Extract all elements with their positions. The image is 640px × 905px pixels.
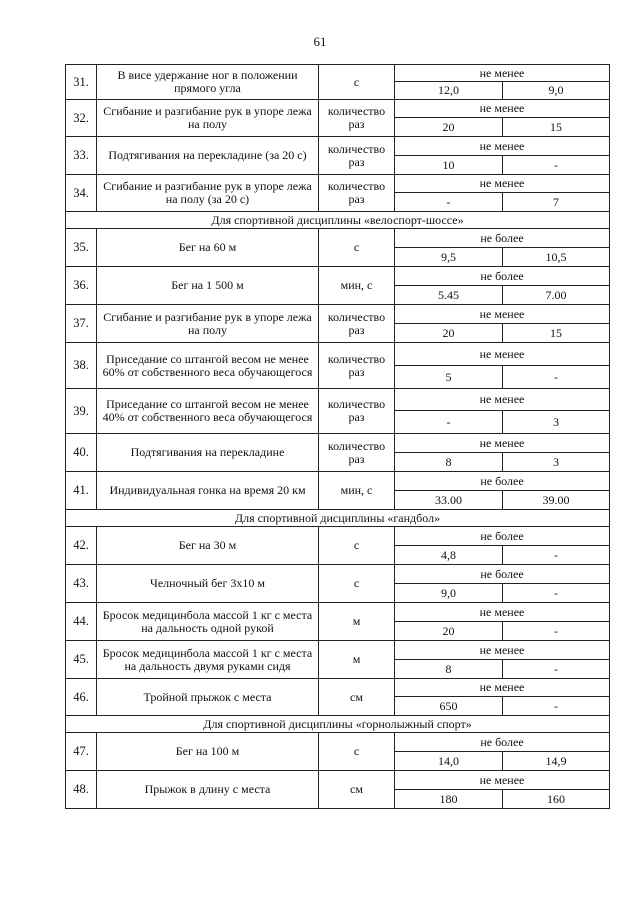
criterion-label: не более: [395, 527, 610, 546]
value-boys: 10: [395, 156, 503, 175]
exercise-name: Бросок медицинбола массой 1 кг с места на дальность одной рукой: [97, 603, 319, 641]
criterion-label: не менее: [395, 175, 610, 193]
unit-of-measure: см: [319, 771, 395, 809]
criterion-label: не более: [395, 733, 610, 752]
value-girls: 9,0: [503, 82, 610, 100]
page-number: 61: [313, 34, 327, 49]
unit-of-measure: м: [319, 641, 395, 679]
value-girls: -: [503, 156, 610, 175]
criterion-label: не менее: [395, 603, 610, 622]
criterion-label: не менее: [395, 641, 610, 660]
criterion-label: не менее: [395, 771, 610, 790]
unit-of-measure: количество раз: [319, 137, 395, 175]
exercise-name: Бег на 60 м: [97, 229, 319, 267]
exercise-name: Сгибание и разгибание рук в упоре лежа на полу (за 20 с): [97, 175, 319, 212]
criterion-label: не менее: [395, 305, 610, 324]
criterion-label: не менее: [395, 343, 610, 366]
row-number: 44.: [66, 603, 97, 641]
value-girls: 14,9: [503, 752, 610, 771]
standards-table: [65, 64, 610, 809]
table-row: [66, 733, 610, 752]
exercise-name: Сгибание и разгибание рук в упоре лежа на полу: [97, 305, 319, 343]
table-row: [66, 343, 610, 366]
value-girls: -: [503, 584, 610, 603]
row-number: 36.: [66, 267, 97, 305]
value-boys: 650: [395, 697, 503, 716]
value-boys: 180: [395, 790, 503, 809]
row-number: 39.: [66, 389, 97, 434]
row-number: 32.: [66, 100, 97, 137]
value-boys: 20: [395, 622, 503, 641]
unit-of-measure: мин, с: [319, 267, 395, 305]
row-number: 42.: [66, 527, 97, 565]
criterion-label: не менее: [395, 679, 610, 697]
value-girls: -: [503, 622, 610, 641]
criterion-label: не более: [395, 472, 610, 491]
value-boys: 33.00: [395, 491, 503, 510]
unit-of-measure: количество раз: [319, 100, 395, 137]
value-girls: -: [503, 546, 610, 565]
exercise-name: Приседание со штангой весом не менее 40% от собственного веса обучающегося: [97, 389, 319, 434]
row-number: 48.: [66, 771, 97, 809]
value-girls: 3: [503, 453, 610, 472]
table-row: [66, 229, 610, 248]
unit-of-measure: количество раз: [319, 343, 395, 389]
unit-of-measure: количество раз: [319, 175, 395, 212]
criterion-label: не менее: [395, 65, 610, 82]
table-row: [66, 267, 610, 286]
table-row: [66, 100, 610, 118]
row-number: 40.: [66, 434, 97, 472]
criterion-label: не менее: [395, 389, 610, 411]
value-girls: -: [503, 366, 610, 389]
table-row: [66, 305, 610, 324]
row-number: 34.: [66, 175, 97, 212]
standards-table-body: [66, 65, 610, 809]
row-number: 47.: [66, 733, 97, 771]
value-boys: -: [395, 411, 503, 434]
value-girls: 15: [503, 118, 610, 137]
unit-of-measure: количество раз: [319, 305, 395, 343]
value-girls: -: [503, 660, 610, 679]
unit-of-measure: с: [319, 65, 395, 100]
value-boys: 8: [395, 453, 503, 472]
exercise-name: Прыжок в длину с места: [97, 771, 319, 809]
value-girls: 3: [503, 411, 610, 434]
criterion-label: не более: [395, 267, 610, 286]
unit-of-measure: мин, с: [319, 472, 395, 510]
section-row: [66, 510, 610, 527]
exercise-name: В висе удержание ног в положении прямого угла: [97, 65, 319, 100]
exercise-name: Сгибание и разгибание рук в упоре лежа на полу: [97, 100, 319, 137]
value-boys: 20: [395, 324, 503, 343]
exercise-name: Тройной прыжок с места: [97, 679, 319, 716]
value-girls: 15: [503, 324, 610, 343]
exercise-name: Приседание со штангой весом не менее 60% от собственного веса обучающегося: [97, 343, 319, 389]
row-number: 33.: [66, 137, 97, 175]
exercise-name: Бросок медицинбола массой 1 кг с места на дальность двумя руками сидя: [97, 641, 319, 679]
row-number: 43.: [66, 565, 97, 603]
value-boys: 5: [395, 366, 503, 389]
value-girls: 10,5: [503, 248, 610, 267]
row-number: 31.: [66, 65, 97, 100]
section-title: Для спортивной дисциплины «горнолыжный спорт»: [66, 716, 610, 733]
exercise-name: Челночный бег 3x10 м: [97, 565, 319, 603]
value-girls: 39.00: [503, 491, 610, 510]
unit-of-measure: с: [319, 733, 395, 771]
table-row: [66, 679, 610, 697]
value-boys: -: [395, 193, 503, 212]
table-row: [66, 175, 610, 193]
section-title: Для спортивной дисциплины «гандбол»: [66, 510, 610, 527]
table-row: [66, 434, 610, 453]
criterion-label: не более: [395, 229, 610, 248]
value-girls: 160: [503, 790, 610, 809]
value-girls: 7.00: [503, 286, 610, 305]
exercise-name: Индивидуальная гонка на время 20 км: [97, 472, 319, 510]
table-row: [66, 641, 610, 660]
exercise-name: Подтягивания на перекладине: [97, 434, 319, 472]
unit-of-measure: количество раз: [319, 389, 395, 434]
unit-of-measure: с: [319, 229, 395, 267]
table-row: [66, 65, 610, 82]
row-number: 46.: [66, 679, 97, 716]
unit-of-measure: с: [319, 565, 395, 603]
row-number: 38.: [66, 343, 97, 389]
value-boys: 12,0: [395, 82, 503, 100]
section-row: [66, 212, 610, 229]
table-row: [66, 137, 610, 156]
value-girls: 7: [503, 193, 610, 212]
table-row: [66, 527, 610, 546]
value-boys: 5.45: [395, 286, 503, 305]
table-row: [66, 565, 610, 584]
table-row: [66, 771, 610, 790]
table-row: [66, 389, 610, 411]
exercise-name: Подтягивания на перекладине (за 20 с): [97, 137, 319, 175]
section-row: [66, 716, 610, 733]
criterion-label: не менее: [395, 434, 610, 453]
row-number: 37.: [66, 305, 97, 343]
unit-of-measure: с: [319, 527, 395, 565]
value-boys: 9,0: [395, 584, 503, 603]
exercise-name: Бег на 1 500 м: [97, 267, 319, 305]
table-row: [66, 603, 610, 622]
value-boys: 8: [395, 660, 503, 679]
criterion-label: не менее: [395, 137, 610, 156]
row-number: 41.: [66, 472, 97, 510]
criterion-label: не менее: [395, 100, 610, 118]
row-number: 35.: [66, 229, 97, 267]
value-boys: 9,5: [395, 248, 503, 267]
exercise-name: Бег на 30 м: [97, 527, 319, 565]
criterion-label: не более: [395, 565, 610, 584]
value-girls: -: [503, 697, 610, 716]
row-number: 45.: [66, 641, 97, 679]
value-boys: 20: [395, 118, 503, 137]
exercise-name: Бег на 100 м: [97, 733, 319, 771]
value-boys: 4,8: [395, 546, 503, 565]
section-title: Для спортивной дисциплины «велоспорт-шоссе»: [66, 212, 610, 229]
table-row: [66, 472, 610, 491]
value-boys: 14,0: [395, 752, 503, 771]
unit-of-measure: количество раз: [319, 434, 395, 472]
unit-of-measure: м: [319, 603, 395, 641]
unit-of-measure: см: [319, 679, 395, 716]
